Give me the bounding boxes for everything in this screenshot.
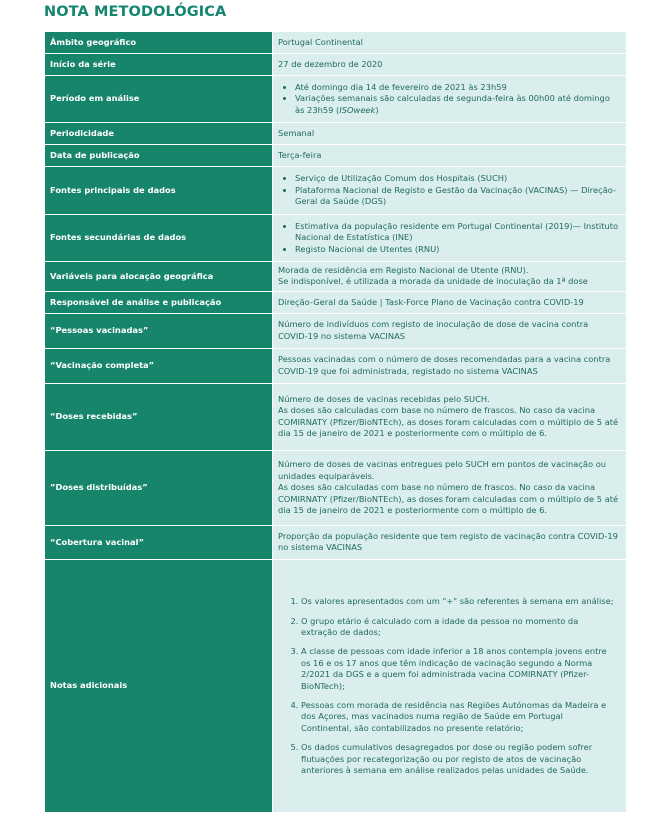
table-row — [45, 450, 627, 525]
page-title: NOTA METODOLÓGICA — [44, 4, 227, 20]
list-item: 5. Os dados cumulativos desagregados por dose ou região podem sofrer flutuações por recategorização ou por registo de atos de vacinação anteriores à semana em análise realizados pelas unidades de Saúde. — [301, 742, 620, 776]
text-line: Se indisponível, é utilizada a morada da unidade de inoculação da 1ª dose — [278, 276, 588, 287]
row-label: Notas adicionais — [45, 559, 273, 812]
row-label: Data de publicação — [45, 145, 273, 167]
text-line: Número de doses de vacinas entregues pelo SUCH em pontos de vacinação ou unidades equiparáveis. — [278, 459, 607, 481]
list-item: 3. A classe de pessoas com idade inferior a 18 anos contempla jovens entre os 16 e os 17 anos que têm indicação de vacinação segundo a Norma 2/2021 da DGS e a quem foi administrada vacina COMIRNATY (Pfizer-BioNTech); — [301, 646, 620, 692]
table-row — [45, 313, 627, 348]
row-value: Proporção da população residente que tem registo de vacinação contra COVID-19 no sistema VACINAS — [273, 525, 627, 559]
list-item: 2. O grupo etário é calculado com a idade da pessoa no momento da extração de dados; — [301, 616, 620, 639]
row-value — [273, 559, 627, 812]
table-row — [45, 145, 627, 167]
table-row — [45, 559, 627, 812]
row-label: Fontes secundárias de dados — [45, 215, 273, 262]
row-label: Responsável de análise e publicação — [45, 291, 273, 313]
list-item: • Serviço de Utilização Comum dos Hospitais (SUCH) — [295, 173, 620, 184]
row-label: Início da série — [45, 54, 273, 76]
row-label: “Vacinação completa” — [45, 348, 273, 383]
text-line: Morada de residência em Registo Nacional de Utente (RNU). — [278, 265, 529, 275]
list-item: • Registo Nacional de Utentes (RNU) — [295, 244, 620, 255]
table-row — [45, 123, 627, 145]
bullet-list — [278, 173, 620, 207]
list-item-text: Variações semanais são calculadas de segunda-feira às 00h00 até domingo às 23h59 — [295, 93, 610, 115]
list-item: • Plataforma Nacional de Registo e Gestão da Vacinação (VACINAS) — Direção-Geral da Saúde (DGS) — [295, 185, 620, 208]
bullet-list — [278, 221, 620, 255]
row-value — [273, 450, 627, 525]
row-label: Periodicidade — [45, 123, 273, 145]
row-value: Semanal — [273, 123, 627, 145]
list-item: • Até domingo dia 14 de fevereiro de 2021 às 23h59 — [295, 82, 620, 93]
row-value — [273, 262, 627, 292]
table-row — [45, 54, 627, 76]
row-value: Terça-feira — [273, 145, 627, 167]
table-row — [45, 383, 627, 450]
row-value: 27 de dezembro de 2020 — [273, 54, 627, 76]
list-item: 4. Pessoas com morada de residência nas Regiões Autónomas da Madeira e dos Açores, mas vacinados numa região de Saúde em Portugal Continental, são contabilizados no presente relatório; — [301, 700, 620, 734]
row-value: Pessoas vacinadas com o número de doses recomendadas para a vacina contra COVID-19 que foi administrada, registado no sistema VACINAS — [273, 348, 627, 383]
text-line: Número de doses de vacinas recebidas pelo SUCH. — [278, 394, 490, 404]
row-value: Direção-Geral da Saúde | Task-Force Plano de Vacinação contra COVID-19 — [273, 291, 627, 313]
row-value — [273, 76, 627, 123]
row-value: Número de indivíduos com registo de inoculação de dose de vacina contra COVID-19 no sistema VACINAS — [273, 313, 627, 348]
table-row — [45, 215, 627, 262]
row-label: “Doses recebidas” — [45, 383, 273, 450]
row-label: Variáveis para alocação geográfica — [45, 262, 273, 292]
row-value — [273, 215, 627, 262]
row-value: Portugal Continental — [273, 32, 627, 54]
row-value — [273, 383, 627, 450]
list-item: • Estimativa da população residente em Portugal Continental (2019)— Instituto Nacional de Estatística (INE) — [295, 221, 620, 244]
row-label: “Cobertura vacinal” — [45, 525, 273, 559]
text-line: As doses são calculadas com base no número de frascos. No caso da vacina COMIRNATY (Pfizer/BioNTEch), as doses foram calculadas com o múltiplo de 5 até dia 15 de janeiro de 2021 e posteriormente com o múltiplo de 6. — [278, 482, 619, 515]
row-label: ”Doses distribuídas” — [45, 450, 273, 525]
table-row — [45, 262, 627, 292]
table-row — [45, 32, 627, 54]
table-row — [45, 348, 627, 383]
row-value — [273, 167, 627, 215]
list-item: • Variações semanais são calculadas de segunda-feira às 00h00 até domingo às 23h59 (ISOweek) — [295, 93, 620, 116]
methodology-table — [44, 31, 627, 813]
table-row — [45, 291, 627, 313]
list-item: 1. Os valores apresentados com um "+" são referentes à semana em análise; — [301, 596, 620, 607]
notes-list — [278, 596, 620, 776]
row-label: Fontes principais de dados — [45, 167, 273, 215]
isoweek-term: ISOweek — [339, 104, 376, 115]
row-label: Âmbito geográfico — [45, 32, 273, 54]
table-row — [45, 167, 627, 215]
table-row — [45, 76, 627, 123]
bullet-list — [278, 82, 620, 116]
table-row — [45, 525, 627, 559]
row-label: “Pessoas vacinadas” — [45, 313, 273, 348]
row-label: Período em análise — [45, 76, 273, 123]
text-line: As doses são calculadas com base no número de frascos. No caso da vacina COMIRNATY (Pfizer/BioNTEch), as doses foram calculadas com o múltiplo de 5 até dia 15 de janeiro de 2021 e posteriormente com o múltiplo de 6. — [278, 405, 619, 439]
